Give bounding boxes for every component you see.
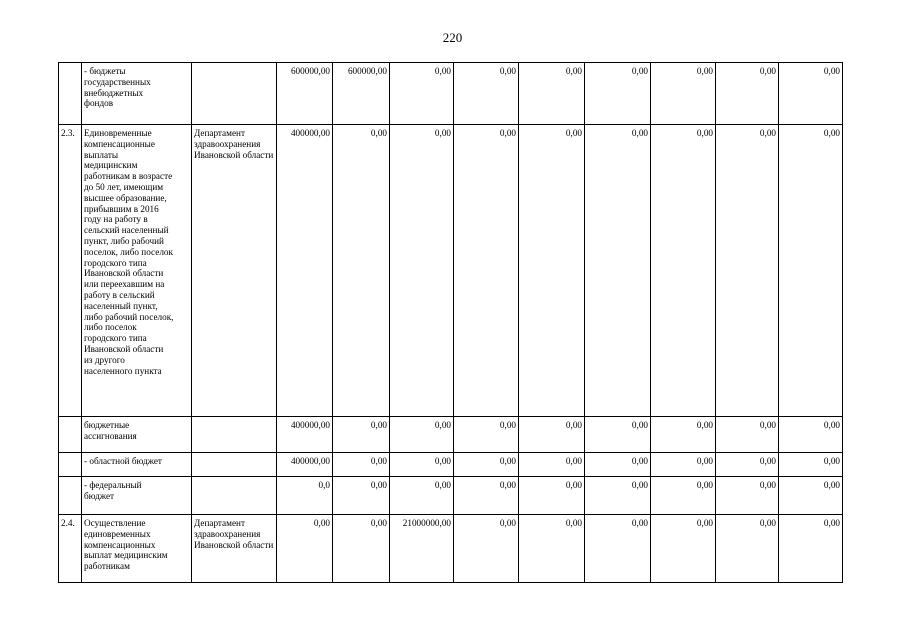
value-cell: 400000,00: [277, 417, 333, 453]
table-row: [59, 477, 843, 515]
row-description: [82, 515, 192, 583]
value-cell: 0,00: [519, 453, 585, 477]
row-index: [59, 63, 82, 125]
value-cell: 400000,00: [277, 125, 333, 417]
description-line: до 50 лет, имеющим: [84, 181, 164, 192]
value-cell: 0,00: [585, 515, 651, 583]
value-cell: 0,00: [519, 417, 585, 453]
value-cell: 21000000,00: [390, 515, 454, 583]
description-line: выплаты: [84, 149, 119, 160]
table-row: [59, 63, 843, 125]
table-row: [59, 125, 843, 417]
value-cell: 0,00: [651, 63, 716, 125]
row-executor: [192, 417, 277, 453]
description-line: или переехавшим на: [84, 279, 165, 290]
value-cell: 0,00: [716, 63, 779, 125]
description-line: бюджет: [84, 490, 115, 501]
value-cell: 400000,00: [277, 453, 333, 477]
value-cell: 0,00: [390, 417, 454, 453]
description-line: - бюджеты: [84, 66, 126, 76]
description-line: пункт, либо рабочий: [84, 235, 164, 246]
description-line: высшее образование,: [84, 192, 167, 203]
value-cell: 0,00: [390, 477, 454, 515]
value-cell: 0,00: [333, 453, 390, 477]
value-cell: 0,00: [585, 63, 651, 125]
row-index: [59, 477, 82, 515]
description-line: поселок, либо поселок: [84, 246, 173, 257]
description-line: выплат медицинским: [84, 550, 168, 561]
value-cell: 0,00: [779, 417, 843, 453]
value-cell: 0,00: [585, 453, 651, 477]
value-cell: 0,00: [716, 125, 779, 417]
row-index: 2.3.: [59, 125, 82, 417]
description-line: бюджетные: [84, 420, 130, 430]
description-line: сельский населенный: [84, 225, 169, 236]
table-row: [59, 417, 843, 453]
description-line: внебюджетных: [84, 87, 144, 98]
value-cell: 0,00: [716, 453, 779, 477]
description-line: компенсационные: [84, 138, 155, 149]
description-line: - областной бюджет: [84, 456, 162, 466]
description-line: из другого: [84, 354, 125, 365]
value-cell: 0,00: [390, 63, 454, 125]
description-line: ассигнования: [84, 430, 137, 441]
description-line: либо рабочий поселок,: [84, 311, 174, 322]
description-line: единовременных: [84, 528, 151, 539]
description-line: населенный пункт,: [84, 300, 158, 311]
description-line: Ивановской области: [84, 343, 164, 354]
value-cell: 0,0: [277, 477, 333, 515]
description-line: городского типа: [84, 257, 147, 268]
value-cell: 0,00: [454, 125, 519, 417]
table-body: [59, 63, 843, 583]
value-cell: 0,00: [716, 477, 779, 515]
row-index: [59, 417, 82, 453]
value-cell: 0,00: [333, 125, 390, 417]
value-cell: 0,00: [333, 417, 390, 453]
row-executor: Департамент здравоохранения Ивановской области: [192, 515, 277, 583]
budget-table: [58, 62, 843, 583]
row-index: [59, 453, 82, 477]
row-index: 2.4.: [59, 515, 82, 583]
row-description: [82, 417, 192, 453]
value-cell: 0,00: [519, 125, 585, 417]
description-line: фондов: [84, 98, 114, 109]
description-line: населенного пункта: [84, 365, 162, 376]
value-cell: 0,00: [519, 63, 585, 125]
value-cell: 600000,00: [333, 63, 390, 125]
table-row: [59, 453, 843, 477]
value-cell: 0,00: [390, 125, 454, 417]
row-description: [82, 125, 192, 417]
row-description: [82, 453, 192, 477]
row-executor: Департамент здравоохранения Ивановской области: [192, 125, 277, 417]
description-line: городского типа: [84, 333, 147, 344]
table-row: [59, 515, 843, 583]
row-description: [82, 63, 192, 125]
description-line: работу в сельский: [84, 289, 155, 300]
value-cell: 0,00: [651, 125, 716, 417]
value-cell: 0,00: [779, 63, 843, 125]
description-line: году на работу в: [84, 214, 148, 225]
page-number: 220: [442, 30, 463, 45]
description-line: либо поселок: [84, 322, 137, 333]
value-cell: 0,00: [716, 417, 779, 453]
value-cell: 0,00: [651, 453, 716, 477]
value-cell: 0,00: [651, 417, 716, 453]
description-line: прибывшим в 2016: [84, 203, 159, 214]
description-line: работникам: [84, 561, 130, 572]
value-cell: 0,00: [454, 417, 519, 453]
value-cell: 0,00: [779, 453, 843, 477]
value-cell: 0,00: [585, 477, 651, 515]
description-line: работникам в возрасте: [84, 171, 173, 182]
description-line: Ивановской области: [84, 268, 164, 279]
description-line: - федеральный: [84, 480, 142, 490]
description-line: государственных: [84, 76, 151, 87]
value-cell: 0,00: [454, 515, 519, 583]
value-cell: 0,00: [454, 453, 519, 477]
value-cell: 0,00: [333, 477, 390, 515]
value-cell: 0,00: [779, 477, 843, 515]
value-cell: 0,00: [651, 477, 716, 515]
value-cell: 0,00: [585, 125, 651, 417]
value-cell: 0,00: [585, 417, 651, 453]
value-cell: 0,00: [651, 515, 716, 583]
value-cell: 0,00: [716, 515, 779, 583]
value-cell: 0,00: [454, 477, 519, 515]
value-cell: 0,00: [779, 125, 843, 417]
row-executor: [192, 63, 277, 125]
row-executor: [192, 453, 277, 477]
value-cell: 0,00: [779, 515, 843, 583]
description-line: компенсационных: [84, 539, 156, 550]
row-executor: [192, 477, 277, 515]
value-cell: 0,00: [390, 453, 454, 477]
description-line: Единовременные: [84, 128, 152, 138]
value-cell: 0,00: [333, 515, 390, 583]
value-cell: 0,00: [454, 63, 519, 125]
description-line: медицинским: [84, 160, 138, 171]
value-cell: 0,00: [519, 515, 585, 583]
value-cell: 0,00: [277, 515, 333, 583]
value-cell: 600000,00: [277, 63, 333, 125]
value-cell: 0,00: [519, 477, 585, 515]
description-line: Осуществление: [84, 518, 146, 528]
row-description: [82, 477, 192, 515]
